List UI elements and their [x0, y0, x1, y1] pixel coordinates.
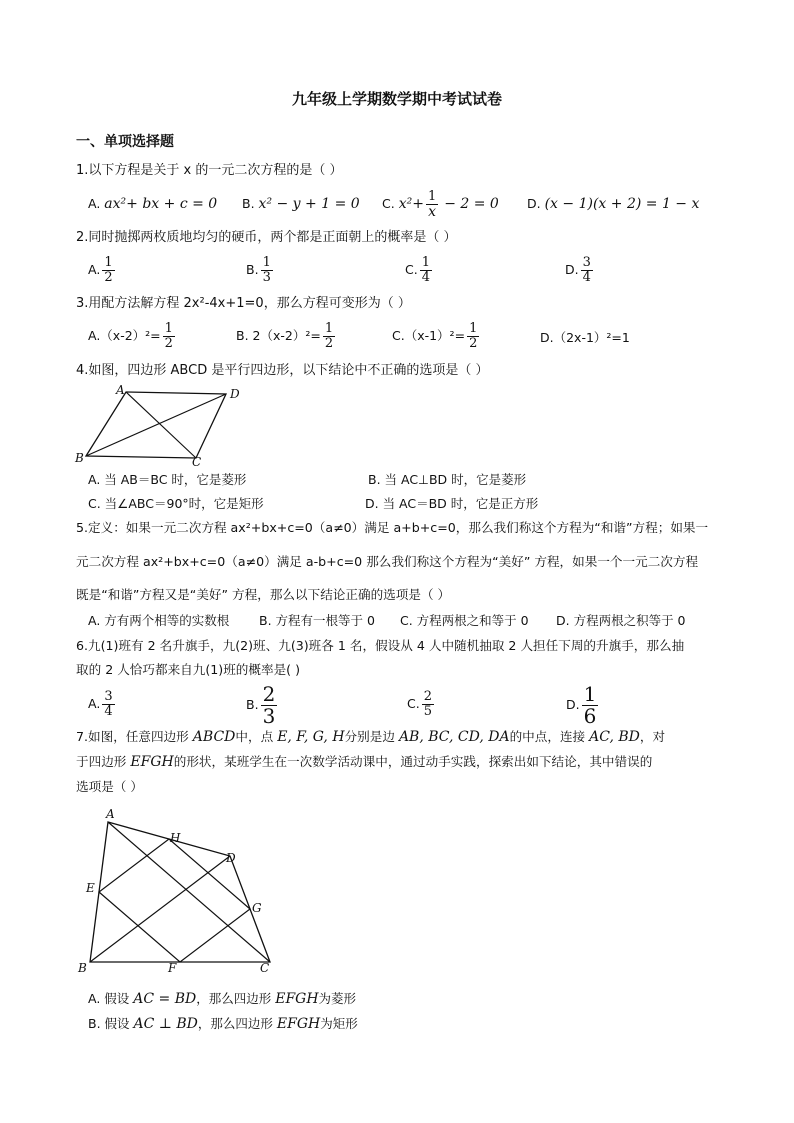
- q6-c-fraction: [422, 690, 434, 719]
- math-sides: AB, BC, CD, DA: [398, 729, 510, 745]
- option-label: C.: [405, 262, 418, 277]
- math-condition: AC = BD: [133, 991, 197, 1007]
- q6-option-b[interactable]: [246, 684, 279, 727]
- question-1-stem: 1.以下方程是关于 x 的一元二次方程的是（ ）: [76, 163, 343, 178]
- fraction-denominator: 2: [104, 270, 113, 285]
- label-f: F: [168, 961, 177, 975]
- q1-option-c[interactable]: [382, 190, 499, 219]
- fraction-denominator: x: [428, 204, 437, 220]
- q2-c-fraction: [420, 256, 432, 285]
- math-condition: AC ⊥ BD: [133, 1016, 198, 1032]
- vertex-label-c: C: [192, 455, 202, 468]
- q5-option-b[interactable]: B. 方程有一根等于 0: [259, 613, 375, 628]
- text-run: 的形状，某班学生在一次数学活动课中，通过动手实践，探索出如下结论，其中错误的: [173, 754, 653, 769]
- fraction-numerator: 1: [427, 189, 437, 204]
- question-5-line-2: 元二次方程 ax²+bx+c=0（a≠0）满足 a-b+c=0 那么我们称这个方程为“美好” 方程，如果一个一元二次方程: [76, 554, 699, 569]
- fraction-denominator: 3: [262, 270, 271, 285]
- q2-option-c[interactable]: [405, 256, 434, 285]
- q2-b-fraction: [261, 256, 273, 285]
- fraction-numerator: 1: [104, 255, 113, 270]
- quadrilateral-figure: [74, 804, 284, 980]
- q6-option-c[interactable]: [407, 690, 436, 719]
- text-run: 中，点: [235, 729, 278, 744]
- option-label: C.: [407, 696, 420, 711]
- math-efgh: EFGH: [130, 754, 174, 770]
- fraction-denominator: 4: [421, 270, 430, 285]
- q1-c-fraction: [426, 190, 438, 219]
- vertex-label-a: A: [116, 383, 125, 397]
- diagonal-ac: [126, 392, 196, 458]
- q1-option-b[interactable]: [242, 194, 360, 214]
- vertex-label-b: B: [75, 451, 84, 465]
- fraction-denominator: 4: [582, 270, 591, 285]
- option-label: A.: [88, 196, 101, 211]
- question-6-line-1: 6.九(1)班有 2 名升旗手，九(2)班、九(3)班各 1 名，假设从 4 人中随机抽取 2 人担任下周的升旗手，那么抽: [76, 638, 685, 653]
- q4-option-b[interactable]: B. 当 AC⊥BD 时，它是菱形: [368, 472, 527, 487]
- parallelogram-figure: [72, 382, 252, 468]
- question-6-line-2: 取的 2 人恰巧都来自九(1)班的概率是( ): [76, 662, 301, 677]
- option-label: C.: [382, 196, 395, 211]
- label-a: A: [106, 807, 115, 821]
- question-4-stem: 4.如图，四边形 ABCD 是平行四边形，以下结论中不正确的选项是（ ）: [76, 363, 489, 378]
- option-label: B.: [246, 262, 259, 277]
- q1-a-expression: ax²+ bx + c = 0: [104, 196, 218, 212]
- q4-option-a[interactable]: A. 当 AB＝BC 时，它是菱形: [88, 472, 247, 487]
- label-b: B: [78, 961, 87, 975]
- q2-d-fraction: [581, 256, 593, 285]
- fraction-numerator: 3: [582, 255, 591, 270]
- question-2-stem: 2.同时抛掷两枚质地均匀的硬币，两个都是正面朝上的概率是（ ）: [76, 230, 457, 245]
- vertex-label-d: D: [230, 387, 240, 401]
- label-e: E: [86, 881, 95, 895]
- q2-a-fraction: [102, 256, 114, 285]
- math-efgh-points: E, F, G, H: [277, 729, 345, 745]
- q5-option-c[interactable]: C. 方程两根之和等于 0: [400, 613, 529, 628]
- text-run: 于四边形: [76, 754, 131, 769]
- fraction-denominator: 2: [164, 336, 173, 351]
- text-run: ，那么四边形: [196, 991, 276, 1006]
- fraction-numerator: 3: [104, 689, 113, 704]
- fraction-denominator: 6: [583, 704, 597, 728]
- q3-option-a[interactable]: [88, 322, 177, 351]
- q3-option-d[interactable]: D.（2x-1）²=1: [540, 330, 630, 345]
- option-label: B.: [246, 697, 259, 712]
- q2-option-a[interactable]: [88, 256, 117, 285]
- text-run: B. 假设: [88, 1016, 134, 1031]
- q3-b-text: B. 2（x-2）²=: [236, 328, 321, 343]
- fraction-denominator: 5: [423, 704, 432, 719]
- q3-c-fraction: [467, 322, 479, 351]
- option-label: A.: [88, 262, 101, 277]
- label-g: G: [252, 901, 262, 915]
- text-run: 为矩形: [320, 1016, 358, 1031]
- fraction-numerator: 1: [583, 682, 597, 706]
- q6-d-fraction: [582, 684, 599, 727]
- question-7-line-3: 选项是（ ）: [76, 779, 143, 794]
- option-label: A.: [88, 696, 101, 711]
- question-3-stem: 3.用配方法解方程 2x²-4x+1=0，那么方程可变形为（ ）: [76, 296, 411, 311]
- q3-option-c[interactable]: [392, 322, 481, 351]
- fraction-denominator: 2: [469, 336, 478, 351]
- q1-option-d[interactable]: [527, 194, 699, 214]
- math-diagonals: AC, BD: [589, 729, 640, 745]
- diagonal-ac: [108, 822, 270, 962]
- option-label: D.: [566, 697, 580, 712]
- label-d: D: [226, 851, 236, 865]
- option-label: D.: [527, 196, 541, 211]
- q7-option-b[interactable]: [88, 1014, 358, 1034]
- fraction-numerator: 1: [262, 255, 271, 270]
- q2-option-b[interactable]: [246, 256, 275, 285]
- q6-b-fraction: [261, 684, 278, 727]
- q1-c-prefix: x²+: [398, 196, 424, 212]
- q5-option-d[interactable]: D. 方程两根之积等于 0: [556, 613, 686, 628]
- label-c: C: [260, 961, 270, 975]
- q3-a-text: A.（x-2）²=: [88, 328, 161, 343]
- q3-a-fraction: [163, 322, 175, 351]
- math-efgh: EFGH: [276, 1016, 321, 1032]
- q6-a-fraction: [102, 690, 114, 719]
- q4-option-c[interactable]: C. 当∠ABC＝90°时，它是矩形: [88, 496, 264, 511]
- q1-b-expression: x² − y + 1 = 0: [258, 196, 360, 212]
- fraction-numerator: 1: [164, 321, 173, 336]
- question-7-line-2: [76, 752, 652, 772]
- text-run: A. 假设: [88, 991, 134, 1006]
- fraction-numerator: 2: [423, 689, 432, 704]
- fraction-numerator: 1: [469, 321, 478, 336]
- question-7-line-1: [76, 727, 665, 747]
- question-5-line-1: 5.定义：如果一元二次方程 ax²+bx+c=0（a≠0）满足 a+b+c=0，那么我们称这个方程为“和谐”方程；如果一: [76, 520, 709, 535]
- page-title: 九年级上学期数学期中考试试卷: [291, 90, 502, 108]
- question-5-line-3: 既是“和谐”方程又是“美好” 方程，那么以下结论正确的选项是（ ）: [76, 587, 451, 602]
- fraction-numerator: 1: [421, 255, 430, 270]
- text-run: 7.如图，任意四边形: [76, 729, 193, 744]
- fraction-numerator: 2: [262, 682, 276, 706]
- q3-b-fraction: [323, 322, 335, 351]
- diagonal-bd: [86, 394, 226, 456]
- q1-c-suffix: − 2 = 0: [444, 196, 499, 212]
- fraction-denominator: 2: [324, 336, 334, 351]
- q6-option-a[interactable]: [88, 690, 117, 719]
- math-efgh: EFGH: [275, 991, 319, 1007]
- q1-d-expression: (x − 1)(x + 2) = 1 − x: [544, 196, 700, 212]
- fraction-denominator: 4: [104, 704, 113, 719]
- q6-option-d[interactable]: [566, 684, 600, 727]
- label-h: H: [170, 831, 181, 845]
- fraction-numerator: 1: [324, 321, 334, 336]
- q4-option-d[interactable]: D. 当 AC＝BD 时，它是正方形: [365, 496, 539, 511]
- q1-option-a[interactable]: [88, 194, 217, 214]
- q3-c-text: C.（x-1）²=: [392, 328, 466, 343]
- text-run: 分别是边: [344, 729, 399, 744]
- section-heading: 一、单项选择题: [76, 134, 174, 150]
- q2-option-d[interactable]: [565, 256, 595, 285]
- option-label: B.: [242, 196, 255, 211]
- q5-option-a[interactable]: A. 方有两个相等的实数根: [88, 613, 230, 628]
- option-label: D.: [565, 262, 579, 277]
- text-run: ，那么四边形: [197, 1016, 277, 1031]
- text-run: 的中点，连接: [509, 729, 590, 744]
- text-run: 为菱形: [318, 991, 357, 1006]
- fraction-denominator: 3: [262, 704, 276, 728]
- q3-option-b[interactable]: [236, 322, 337, 351]
- q7-option-a[interactable]: [88, 989, 356, 1009]
- math-abcd: ABCD: [192, 729, 236, 745]
- text-run: ，对: [639, 729, 666, 744]
